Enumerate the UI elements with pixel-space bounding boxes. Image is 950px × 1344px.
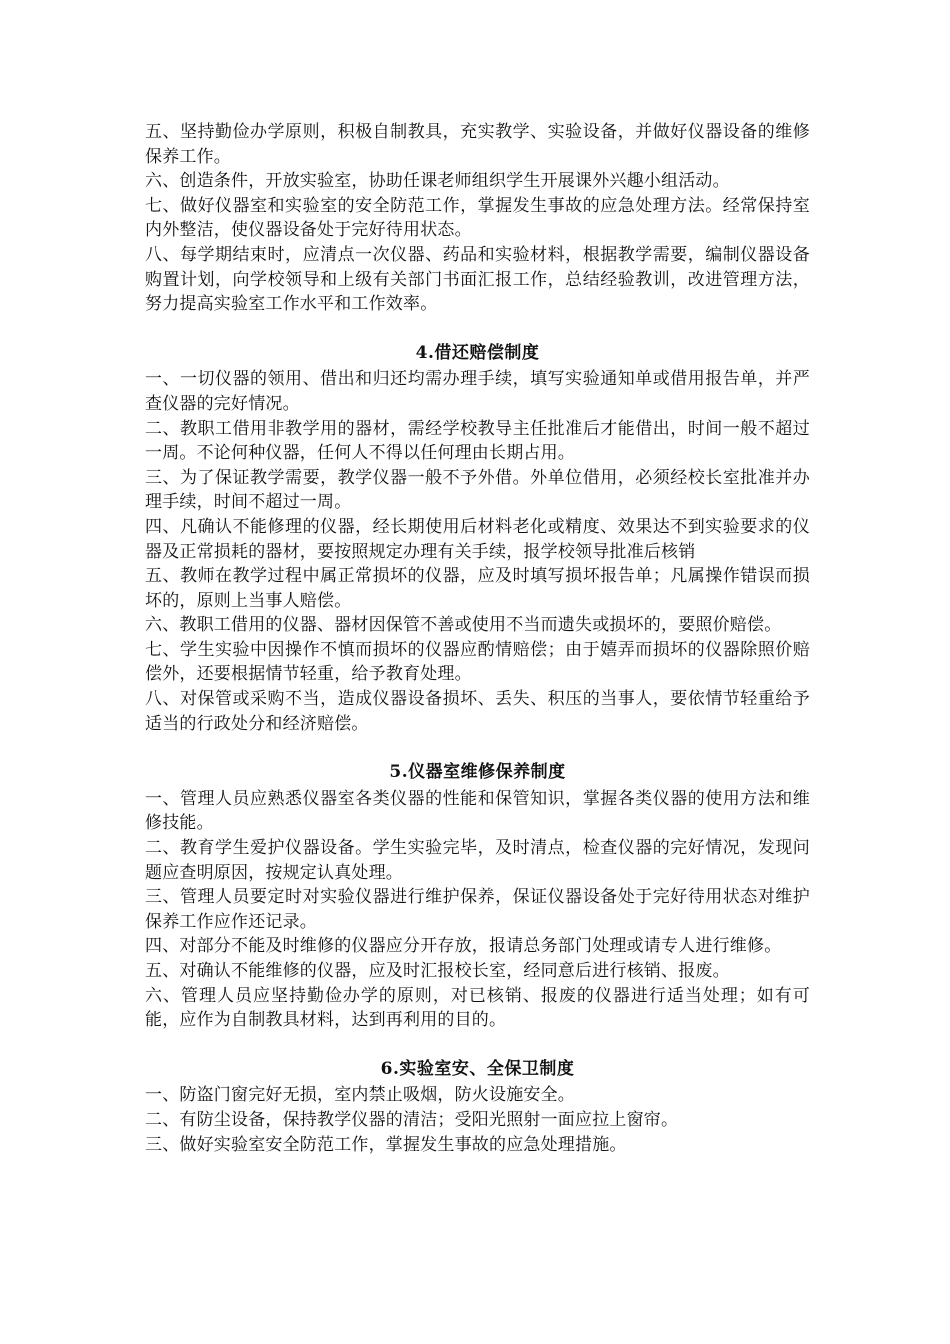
paragraph: 六、管理人员应坚持勤俭办学的原则，对已核销、报废的仪器进行适当处理；如有可能，应作为自制教具材料，达到再利用的目的。 <box>145 985 810 1031</box>
document-page <box>145 120 810 1157</box>
section-title: 4.借还赔偿制度 <box>415 342 540 363</box>
paragraph: 六、创造条件，开放实验室，协助任课老师组织学生开展课外兴趣小组活动。 <box>145 171 730 192</box>
paragraph: 七、学生实验中因操作不慎而损坏的仪器应酌情赔偿；由于嬉弄而损坏的仪器除照价赔偿外，还要根据情节轻重，给予教育处理。 <box>145 639 810 685</box>
paragraph: 五、对确认不能维修的仪器，应及时汇报校长室，经同意后进行核销、报废。 <box>145 961 730 981</box>
paragraph: 五、坚持勤俭办学原则，积极自制教具，充实教学、实验设备，并做好仪器设备的维修保养工作。 <box>145 122 810 167</box>
section-title: 6.实验室安、全保卫制度 <box>380 1058 575 1079</box>
paragraph: 七、做好仪器室和实验室的安全防范工作，掌握发生事故的应急处理方法。经常保持室内外整洁，使仪器设备处于完好待用状态。 <box>145 195 810 241</box>
paragraph: 三、为了保证教学需要，教学仪器一般不予外借。外单位借用，必须经校长室批准并办理手续，时间不超过一周。 <box>145 467 810 513</box>
paragraph: 四、凡确认不能修理的仪器，经长期使用后材料老化或精度、效果达不到实验要求的仪器及正常损耗的器材，要按照规定办理有关手续，报学校领导批准后核销 <box>145 516 810 562</box>
paragraph: 一、管理人员应熟悉仪器室各类仪器的性能和保管知识，掌握各类仪器的使用方法和维修技能。 <box>145 788 810 834</box>
paragraph: 四、对部分不能及时维修的仪器应分开存放，报请总务部门处理或请专人进行维修。 <box>145 936 782 957</box>
paragraph: 二、教育学生爱护仪器设备。学生实验完毕，及时清点，检查仪器的完好情况，发现问题应查明原因，按规定认真处理。 <box>145 838 810 883</box>
section-borrow-return-compensation <box>145 341 810 737</box>
section-title: 5.仪器室维修保养制度 <box>389 762 566 783</box>
paragraph: 二、有防尘设备，保持教学仪器的清洁；受阳光照射一面应拉上窗帘。 <box>145 1109 679 1130</box>
section-instrument-maintenance <box>145 760 810 1033</box>
section-lab-security <box>145 1057 810 1157</box>
paragraph: 一、防盗门窗完好无损，室内禁止吸烟，防火设施安全。 <box>145 1085 575 1106</box>
paragraph: 三、管理人员要定时对实验仪器进行维护保养，保证仪器设备处于完好待用状态对维护保养工作应作还记录。 <box>145 887 810 932</box>
paragraph: 五、教师在教学过程中属正常损坏的仪器，应及时填写损坏报告单；凡属操作错误而损坏的，原则上当事人赔偿。 <box>145 566 810 611</box>
paragraph: 八、每学期结束时，应清点一次仪器、药品和实验材料，根据教学需要，编制仪器设备购置计划，向学校领导和上级有关部门书面汇报工作，总结经验教训，改进管理方法，努力提高实验室工作水平和工作效率。 <box>145 244 810 315</box>
paragraph: 六、教职工借用的仪器、器材因保管不善或使用不当而遗失或损坏的，要照价赔偿。 <box>145 615 782 636</box>
paragraph: 三、做好实验室安全防范工作，掌握发生事故的应急处理措施。 <box>145 1134 627 1155</box>
paragraph: 八、对保管或采购不当，造成仪器设备损坏、丢失、积压的当事人，要依情节轻重给予适当的行政处分和经济赔偿。 <box>145 689 810 734</box>
paragraph: 二、教职工借用非教学用的器材，需经学校教导主任批准后才能借出，时间一般不超过一周。不论何种仪器，任何人不得以任何理由长期占用。 <box>145 418 810 464</box>
paragraph: 一、一切仪器的领用、借出和归还均需办理手续，填写实验通知单或借用报告单，并严查仪器的完好情况。 <box>145 369 810 414</box>
intro-block <box>145 120 810 317</box>
